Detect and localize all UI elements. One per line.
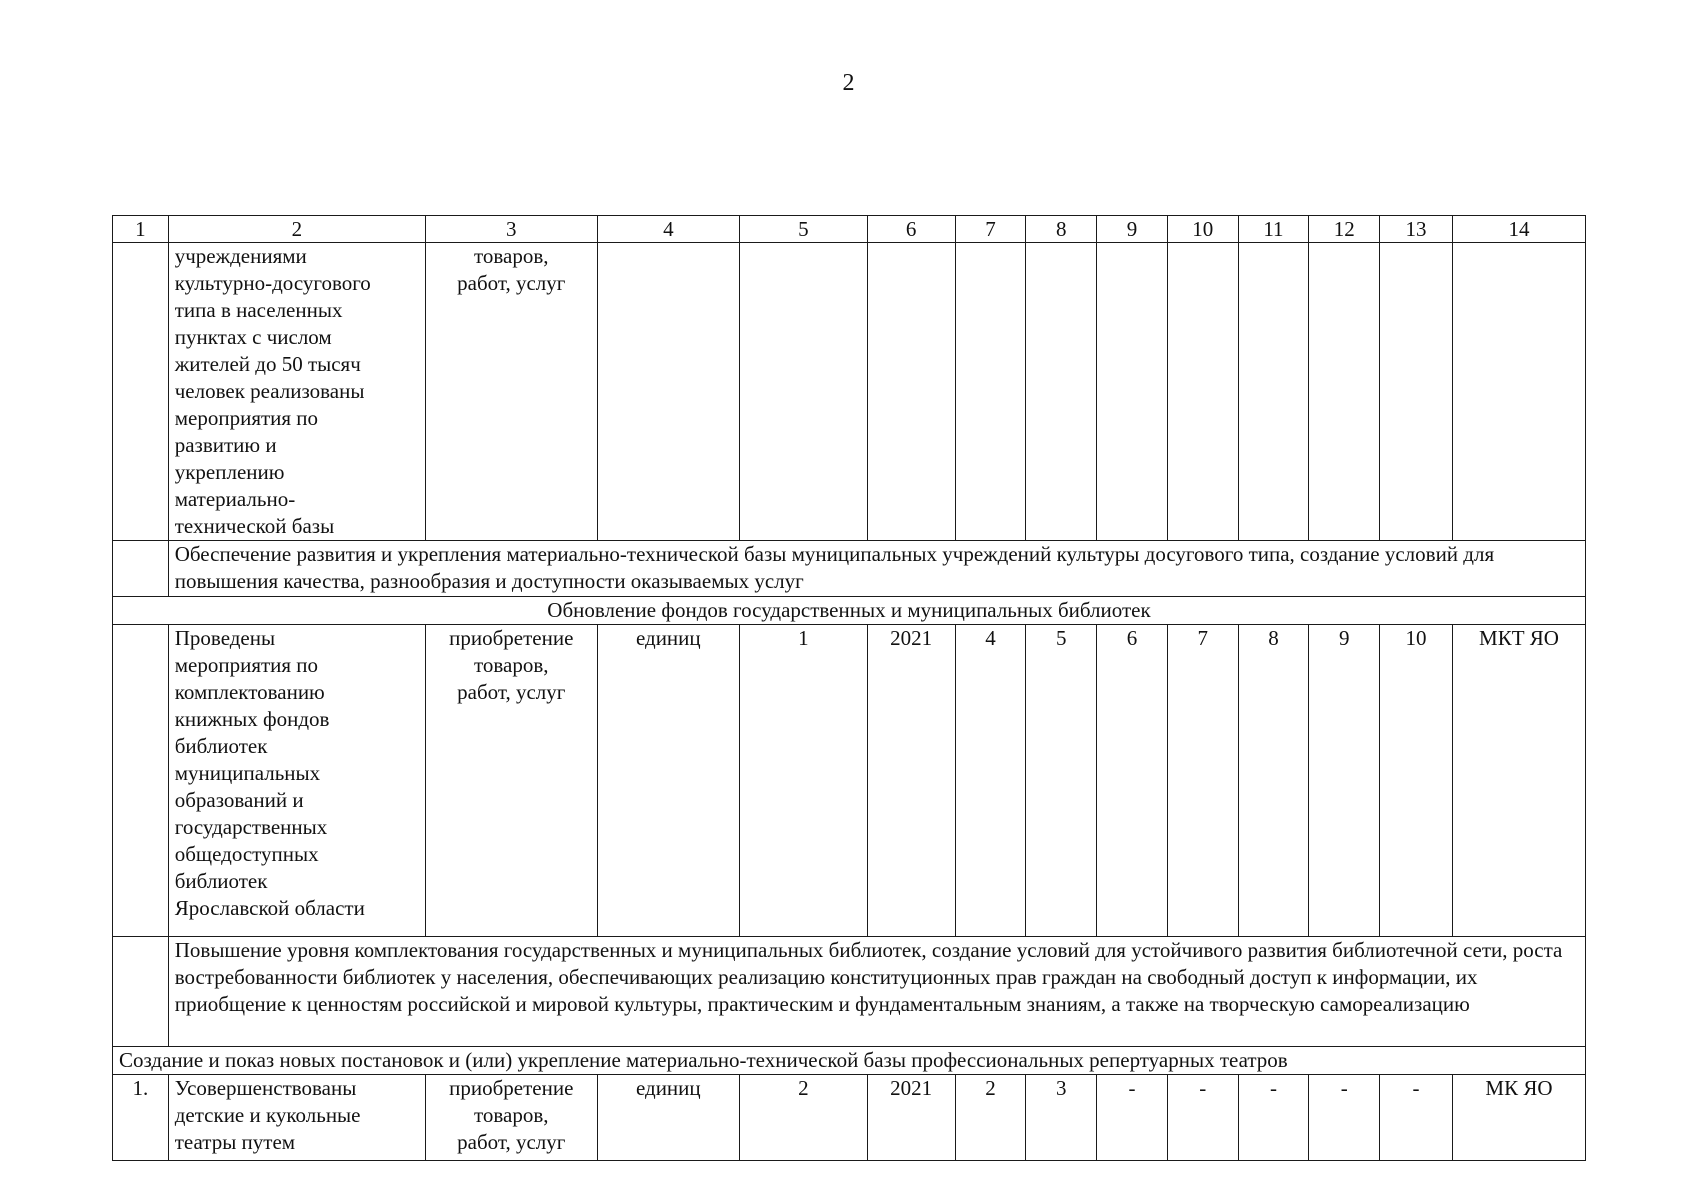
base-year-cell: 2021 bbox=[867, 1075, 955, 1161]
unit-cell bbox=[597, 243, 740, 541]
year-value-cell: 3 bbox=[1026, 1075, 1097, 1161]
column-header: 13 bbox=[1380, 216, 1453, 243]
table-row bbox=[113, 243, 1586, 541]
year-value-cell: 7 bbox=[1167, 625, 1238, 937]
column-header: 1 bbox=[113, 216, 169, 243]
year-value-cell: 10 bbox=[1380, 625, 1453, 937]
result-name-cell: Проведены мероприятия по комплектованию книжных фондов библиотек муниципальных образований и государственных общедоступных библиотек Ярославской области bbox=[168, 625, 425, 937]
year-value-cell bbox=[1026, 243, 1097, 541]
section-title: Обновление фондов государственных и муниципальных библиотек bbox=[113, 597, 1586, 625]
year-value-cell bbox=[1309, 243, 1380, 541]
base-value-cell bbox=[740, 243, 868, 541]
year-value-cell: 5 bbox=[1026, 625, 1097, 937]
year-value-cell: 9 bbox=[1309, 625, 1380, 937]
row-number-cell bbox=[113, 937, 169, 1047]
responsible-cell: МК ЯО bbox=[1452, 1075, 1585, 1161]
year-value-cell: - bbox=[1238, 1075, 1309, 1161]
row-number-cell bbox=[113, 541, 169, 597]
year-value-cell: 4 bbox=[955, 625, 1026, 937]
table-row bbox=[113, 1075, 1586, 1161]
column-header: 6 bbox=[867, 216, 955, 243]
year-value-cell bbox=[1238, 243, 1309, 541]
base-value-cell: 1 bbox=[740, 625, 868, 937]
result-description: Повышение уровня комплектования государственных и муниципальных библиотек, создание условий для устойчивого развития библиотечной сети, роста востребованности библиотек у населения, обеспечивающих реализацию конституционных прав граждан на свободный доступ к информации, их приобщение к ценностям российской и мировой культуры, практическим и фундаментальным знаниям, а также на творческую самореализацию bbox=[168, 937, 1585, 1047]
section-title: Создание и показ новых постановок и (или) укрепление материально-технической базы профессиональных репертуарных театров bbox=[113, 1047, 1586, 1075]
responsible-cell bbox=[1452, 243, 1585, 541]
column-header: 2 bbox=[168, 216, 425, 243]
column-header: 12 bbox=[1309, 216, 1380, 243]
column-header: 10 bbox=[1167, 216, 1238, 243]
unit-cell: единиц bbox=[597, 1075, 740, 1161]
description-row bbox=[113, 541, 1586, 597]
column-header: 8 bbox=[1026, 216, 1097, 243]
column-header: 4 bbox=[597, 216, 740, 243]
column-header: 5 bbox=[740, 216, 868, 243]
column-header: 11 bbox=[1238, 216, 1309, 243]
column-header: 14 bbox=[1452, 216, 1585, 243]
result-name-cell: учреждениями культурно-досугового типа в населенных пунктах с числом жителей до 50 тысяч человек реализованы мероприятия по развитию и укреплению материально- технической базы bbox=[168, 243, 425, 541]
base-year-cell bbox=[867, 243, 955, 541]
section-row bbox=[113, 597, 1586, 625]
row-number-cell: 1. bbox=[113, 1075, 169, 1161]
result-name-cell: Усовершенствованы детские и кукольные театры путем bbox=[168, 1075, 425, 1161]
indicators-table bbox=[112, 215, 1586, 1161]
year-value-cell bbox=[1380, 243, 1453, 541]
section-row bbox=[113, 1047, 1586, 1075]
result-type-cell: приобретение товаров, работ, услуг bbox=[426, 625, 598, 937]
year-value-cell bbox=[1097, 243, 1168, 541]
responsible-cell: МКТ ЯО bbox=[1452, 625, 1585, 937]
year-value-cell: - bbox=[1097, 1075, 1168, 1161]
year-value-cell: 6 bbox=[1097, 625, 1168, 937]
year-value-cell bbox=[1167, 243, 1238, 541]
description-row bbox=[113, 937, 1586, 1047]
base-value-cell: 2 bbox=[740, 1075, 868, 1161]
year-value-cell: 8 bbox=[1238, 625, 1309, 937]
column-header: 3 bbox=[426, 216, 598, 243]
column-header: 7 bbox=[955, 216, 1026, 243]
result-type-cell: приобретение товаров, работ, услуг bbox=[426, 1075, 598, 1161]
column-number-header-row bbox=[113, 216, 1586, 243]
table-row bbox=[113, 625, 1586, 937]
unit-cell: единиц bbox=[597, 625, 740, 937]
result-description: Обеспечение развития и укрепления материально-технической базы муниципальных учреждений культуры досугового типа, создание условий для повышения качества, разнообразия и доступности оказываемых услуг bbox=[168, 541, 1585, 597]
column-header: 9 bbox=[1097, 216, 1168, 243]
result-type-cell: товаров, работ, услуг bbox=[426, 243, 598, 541]
year-value-cell bbox=[955, 243, 1026, 541]
year-value-cell: - bbox=[1167, 1075, 1238, 1161]
base-year-cell: 2021 bbox=[867, 625, 955, 937]
page-number: 2 bbox=[842, 70, 855, 96]
year-value-cell: - bbox=[1309, 1075, 1380, 1161]
row-number-cell bbox=[113, 625, 169, 937]
row-number-cell bbox=[113, 243, 169, 541]
year-value-cell: 2 bbox=[955, 1075, 1026, 1161]
year-value-cell: - bbox=[1380, 1075, 1453, 1161]
